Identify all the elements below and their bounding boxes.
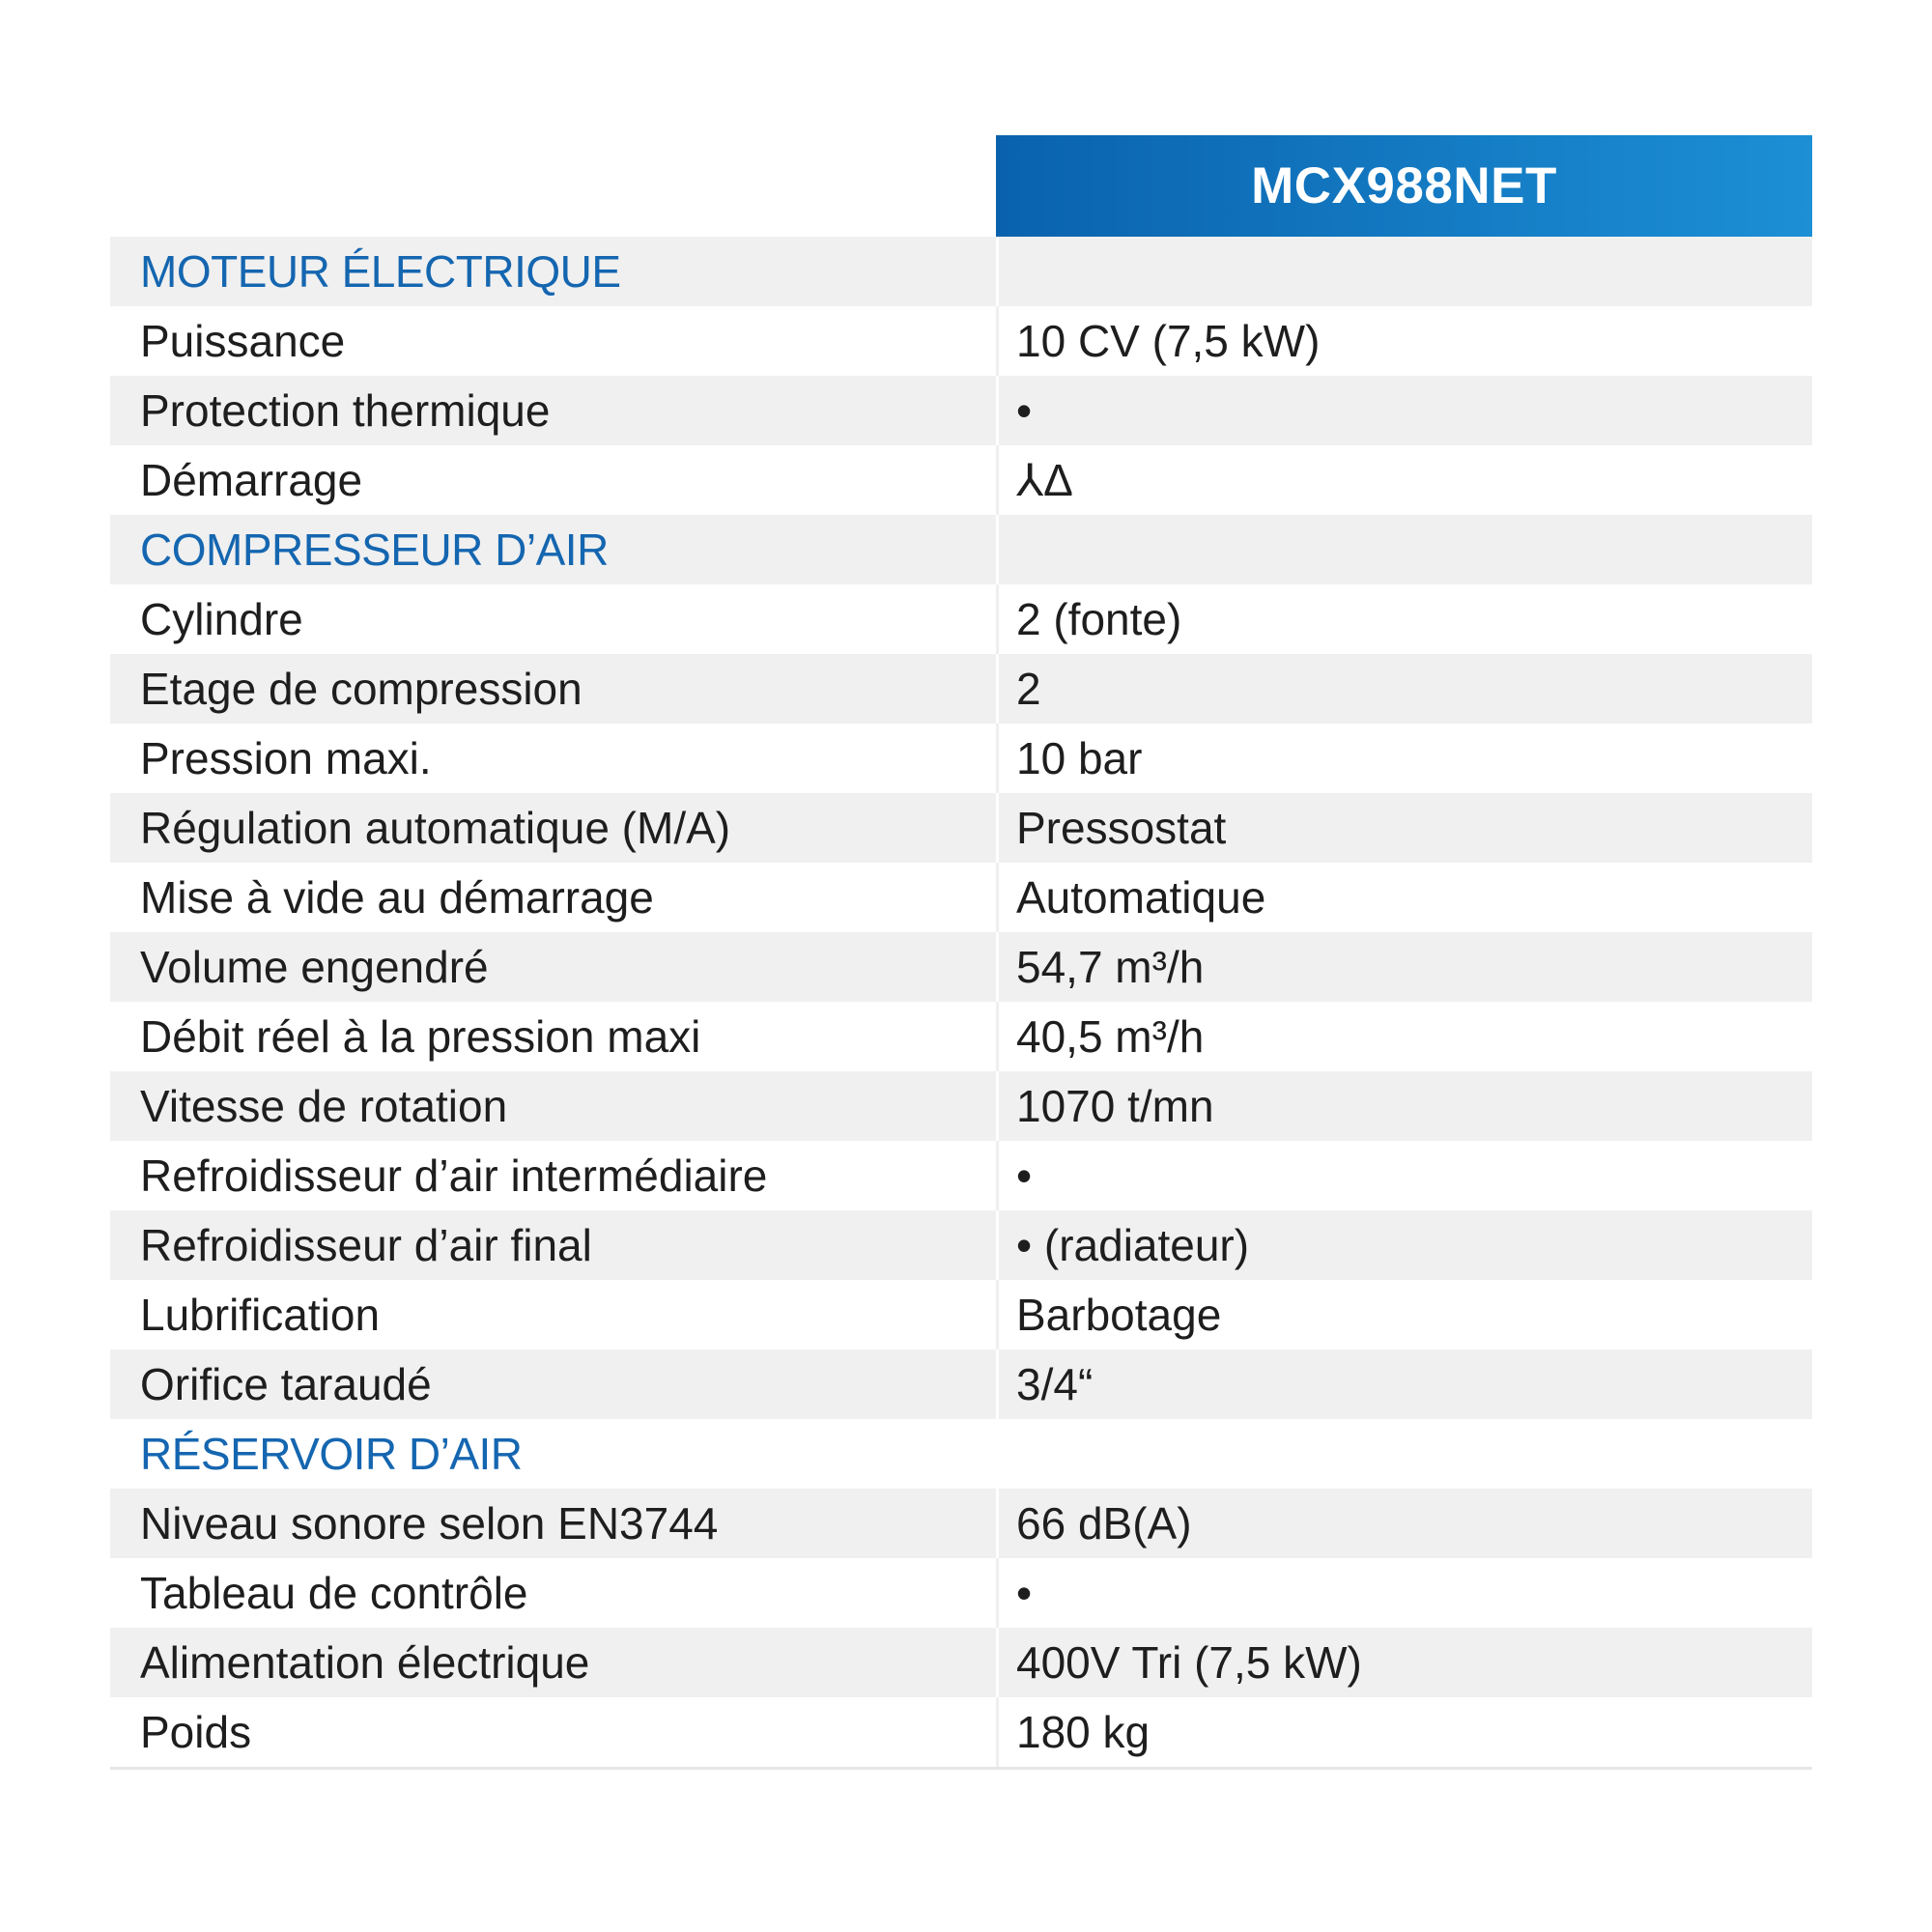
row-label: Pression maxi. bbox=[140, 733, 432, 783]
table-row bbox=[110, 1141, 1812, 1210]
row-value: 400V Tri (7,5 kW) bbox=[996, 1628, 1812, 1697]
row-label: Débit réel à la pression maxi bbox=[140, 1011, 701, 1062]
row-label: Protection thermique bbox=[140, 385, 551, 436]
row-label: Mise à vide au démarrage bbox=[140, 872, 654, 923]
row-value: • bbox=[996, 376, 1812, 445]
row-label: Lubrification bbox=[140, 1290, 381, 1340]
table-bottom-rule bbox=[110, 1767, 1812, 1770]
row-label: Niveau sonore selon EN3744 bbox=[140, 1498, 719, 1548]
row-label: Refroidisseur d’air final bbox=[140, 1220, 592, 1270]
row-value: 10 bar bbox=[996, 724, 1812, 793]
table-row bbox=[110, 1210, 1812, 1280]
row-value: • bbox=[996, 1558, 1812, 1628]
table-row bbox=[110, 1071, 1812, 1141]
table-row bbox=[110, 1280, 1812, 1350]
row-label: Refroidisseur d’air intermédiaire bbox=[140, 1151, 768, 1201]
row-value: 66 dB(A) bbox=[996, 1489, 1812, 1558]
row-value: 2 (fonte) bbox=[996, 584, 1812, 654]
row-value: 2 bbox=[996, 654, 1812, 724]
model-header: MCX988NET bbox=[996, 135, 1812, 237]
row-value: • bbox=[996, 1141, 1812, 1210]
header-spacer bbox=[110, 135, 996, 237]
section-row-reservoir bbox=[110, 1419, 1812, 1489]
section-row-moteur bbox=[110, 237, 1812, 306]
section-row-compresseur bbox=[110, 515, 1812, 584]
row-value: Pressostat bbox=[996, 793, 1812, 863]
row-value: Automatique bbox=[996, 863, 1812, 932]
table-row bbox=[110, 724, 1812, 793]
row-value: 180 kg bbox=[996, 1697, 1812, 1767]
row-value: 10 CV (7,5 kW) bbox=[996, 306, 1812, 376]
row-label: Régulation automatique (M/A) bbox=[140, 803, 731, 853]
table-row bbox=[110, 1489, 1812, 1558]
row-label: Etage de compression bbox=[140, 664, 582, 714]
spec-table bbox=[110, 135, 1812, 1770]
row-value: 3/4“ bbox=[996, 1350, 1812, 1419]
table-header-row bbox=[110, 135, 1812, 237]
row-label: Puissance bbox=[140, 316, 346, 366]
table-row bbox=[110, 1697, 1812, 1767]
row-value: ⅄Δ bbox=[996, 445, 1812, 515]
row-value: • (radiateur) bbox=[996, 1210, 1812, 1280]
row-label: Cylindre bbox=[140, 594, 303, 644]
row-label: Alimentation électrique bbox=[140, 1637, 590, 1688]
section-value bbox=[996, 237, 1812, 306]
row-label: Démarrage bbox=[140, 455, 363, 505]
row-label: Poids bbox=[140, 1707, 252, 1757]
table-row bbox=[110, 1002, 1812, 1071]
table-row bbox=[110, 932, 1812, 1002]
table-row bbox=[110, 584, 1812, 654]
table-row bbox=[110, 376, 1812, 445]
table-row bbox=[110, 306, 1812, 376]
section-label: MOTEUR ÉLECTRIQUE bbox=[140, 246, 621, 297]
table-row bbox=[110, 1558, 1812, 1628]
section-label: RÉSERVOIR D’AIR bbox=[140, 1429, 523, 1479]
section-value bbox=[996, 1419, 1812, 1489]
row-label: Volume engendré bbox=[140, 942, 489, 992]
section-label: COMPRESSEUR D’AIR bbox=[140, 525, 609, 575]
row-value: 1070 t/mn bbox=[996, 1071, 1812, 1141]
row-label: Vitesse de rotation bbox=[140, 1081, 508, 1131]
table-row bbox=[110, 445, 1812, 515]
table-row bbox=[110, 1350, 1812, 1419]
row-value: 40,5 m³/h bbox=[996, 1002, 1812, 1071]
row-value: Barbotage bbox=[996, 1280, 1812, 1350]
row-value: 54,7 m³/h bbox=[996, 932, 1812, 1002]
table-row bbox=[110, 793, 1812, 863]
table-row bbox=[110, 863, 1812, 932]
table-row bbox=[110, 654, 1812, 724]
section-value bbox=[996, 515, 1812, 584]
row-label: Orifice taraudé bbox=[140, 1359, 432, 1409]
table-row bbox=[110, 1628, 1812, 1697]
row-label: Tableau de contrôle bbox=[140, 1568, 528, 1618]
